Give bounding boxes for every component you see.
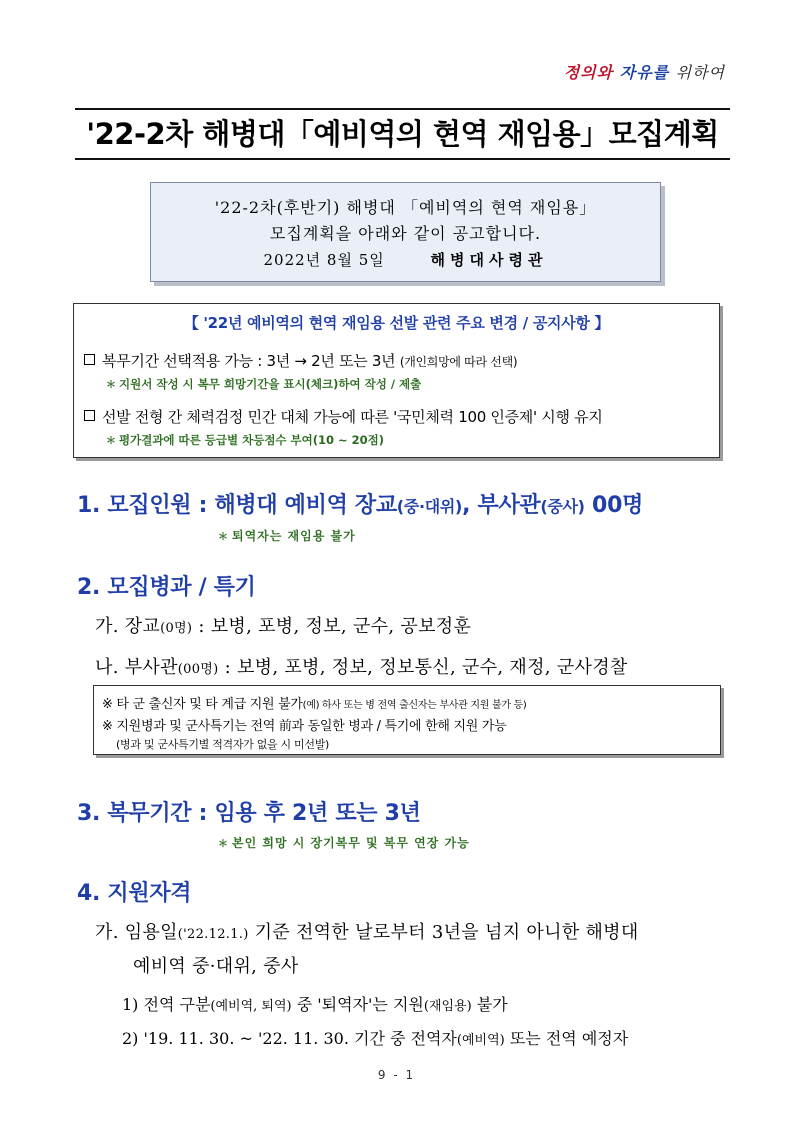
announcement-date-line [151, 249, 660, 270]
section-1-heading [77, 488, 643, 519]
notice-header: 【 '22년 예비역의 현역 재임용 선발 관련 주요 변경 / 공지사항 】 [183, 314, 610, 332]
announcement-line1: '22-2차(후반기) 해병대 「예비역의 현역 재임용」 [214, 198, 597, 217]
section-1-title-part: (중사) [540, 497, 585, 516]
section-3-heading: 3. 복무기간 : 임용 후 2년 또는 3년 [77, 801, 421, 826]
section-2-line-nco [95, 653, 628, 679]
line-part: : 보병, 포병, 정보, 정보통신, 군수, 재정, 군사경찰 [218, 657, 628, 678]
line-part: ('22.12.1.) [177, 927, 249, 942]
page-title: '22-2차 해병대「예비역의 현역 재임용」모집계획 [86, 117, 719, 151]
remark-line: (병과 및 군사특기별 적격자가 없을 시 미선발) [116, 738, 330, 751]
section-1-note-text: 퇴역자는 재임용 불가 [232, 529, 356, 543]
line-part: 중 '퇴역자'는 지원 [291, 995, 424, 1014]
line-part: 기준 전역한 날로부터 3년을 넘지 아니한 해병대 [248, 922, 639, 943]
title-rule-top [75, 108, 730, 110]
notice-box [73, 303, 720, 458]
remark-text-small: (예) 하사 또는 병 전역 출신자는 부사관 지원 불가 등) [302, 700, 527, 711]
announcement-org: 해병대사령관 [430, 251, 548, 269]
line-part: 또는 전역 예정자 [504, 1029, 629, 1048]
notice-item-text: 선발 전형 간 체력검정 민간 대체 가능에 따른 '국민체력 100 인증제' 시행 유지 [102, 408, 603, 426]
line-part: 가. 장교 [95, 616, 161, 637]
slogan [564, 60, 725, 83]
section-1-title-part: 00명 [584, 493, 644, 518]
line-part: 가. 임용일 [95, 922, 178, 943]
checkbox-square-icon [84, 354, 95, 365]
notice-subitem [106, 432, 384, 448]
line-part: 나. 부사관 [95, 657, 178, 678]
notice-subitem-text: 지원서 작성 시 복무 희망기간을 표시(체크)하여 작성 / 제출 [119, 377, 422, 391]
line-part: 2) '19. 11. 30. ~ '22. 11. 30. 기간 중 전역자 [122, 1029, 457, 1048]
section-4-line2: 예비역 중·대위, 중사 [133, 956, 299, 977]
section-3-note-text: 본인 희망 시 장기복무 및 복무 연장 가능 [232, 836, 470, 850]
announcement-date: 2022년 8월 5일 [263, 251, 385, 269]
remark-text: ※ 타 군 출신자 및 타 계급 지원 불가 [102, 697, 303, 712]
section-1-note [218, 527, 356, 544]
section-2-heading: 2. 모집병과 / 특기 [77, 575, 256, 600]
section-4-item1 [122, 992, 508, 1015]
line-part: : 보병, 포병, 정보, 군수, 공보정훈 [192, 616, 472, 637]
page-number: 9 - 1 [377, 1068, 416, 1082]
section-1-title-part: , 부사관 [462, 493, 541, 518]
slogan-part1: 정의와 [563, 63, 614, 82]
section-4-line1 [95, 918, 639, 944]
line-part: (0명) [160, 621, 193, 636]
title-rule-bottom [75, 158, 730, 160]
announcement-line2: 모집계획을 아래와 같이 공고합니다. [269, 224, 542, 243]
notice-item [84, 350, 517, 371]
section-3-note [218, 834, 470, 851]
announcement-box [150, 182, 661, 282]
section-1-title-part: (중·대위) [396, 497, 463, 516]
star-icon: ＊ [106, 436, 116, 447]
line-part: (재임용) [423, 999, 472, 1014]
section-4-heading: 4. 지원자격 [77, 881, 192, 906]
notice-item-small: (개인희망에 따라 선택) [399, 355, 518, 369]
line-part: (00명) [177, 662, 219, 677]
section-1-title-part: 1. 모집인원 : 해병대 예비역 장교 [77, 493, 397, 518]
star-icon: ＊ [218, 839, 229, 850]
star-icon: ＊ [218, 532, 229, 543]
line-part: 불가 [471, 995, 508, 1014]
remark-line: ※ 지원병과 및 군사특기는 전역 前과 동일한 병과 / 특기에 한해 지원 가능 [102, 719, 507, 734]
remarks-box [93, 685, 721, 755]
line-part: (예비역, 퇴역) [210, 999, 292, 1014]
notice-item [84, 406, 603, 427]
checkbox-square-icon [84, 410, 95, 421]
star-icon: ＊ [106, 380, 116, 391]
slogan-part3: 위하여 [675, 63, 725, 82]
line-part: (예비역) [456, 1033, 505, 1048]
slogan-part2: 자유를 [619, 63, 670, 82]
section-2-line-officer [95, 612, 471, 638]
notice-subitem-text: 평가결과에 따른 등급별 차등점수 부여(10 ~ 20점) [119, 433, 385, 447]
line-part: 1) 전역 구분 [122, 995, 211, 1014]
remark-line [102, 693, 527, 712]
section-4-item2 [122, 1026, 628, 1049]
notice-item-text: 복무기간 선택적용 가능 : 3년 → 2년 또는 3년 [102, 352, 396, 370]
notice-subitem [106, 376, 421, 392]
